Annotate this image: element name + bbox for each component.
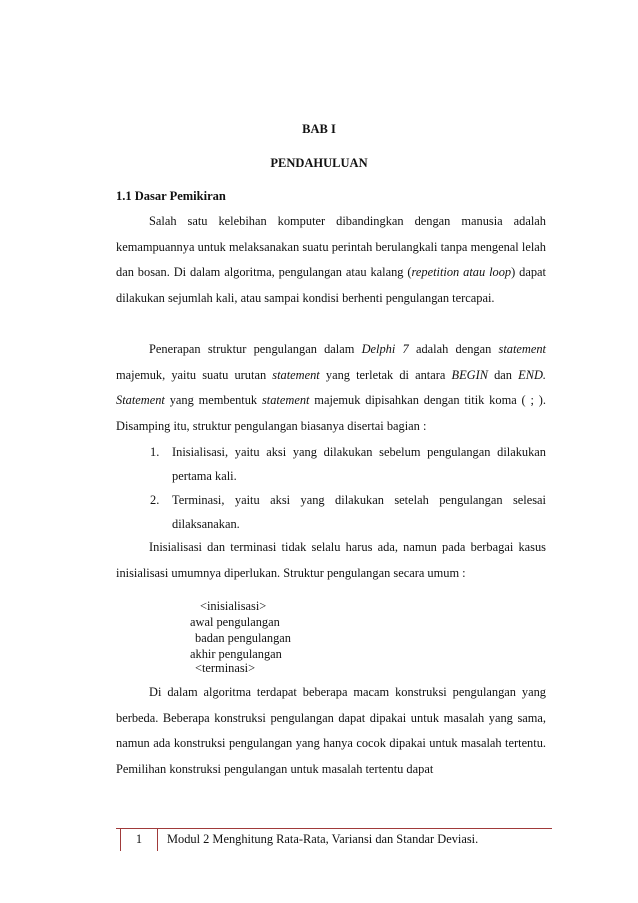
chapter-label: BAB I <box>302 122 336 136</box>
list-item-text: Inisialisasi, yaitu aksi yang dilakukan sebelum pengulangan dilakukan pertama kali. <box>172 445 546 483</box>
paragraph-1-text-a: Salah satu kelebihan komputer dibandingkan dengan manusia adalah kemampuannya untuk melaksanakan suatu perintah berulangkali tanpa mengenal lelah dan bosan. Di dalam algoritma, pengulangan atau kalang ( <box>116 214 546 280</box>
paragraph-2-text-c: majemuk, yaitu suatu urutan <box>116 367 273 382</box>
paragraph-2-text-g: majemuk dipisahkan dengan titik koma ( ; ). Disamping itu, struktur pengulangan biasanya disertai bagian : <box>116 393 546 433</box>
paragraph-2-text-f: yang membentuk <box>164 393 262 408</box>
structure-line-5: <terminasi> <box>195 661 256 675</box>
paragraph-3: Inisialisasi dan terminasi tidak selalu harus ada, namun pada berbagai kasus inisialisasi umumnya diperlukan. Struktur pengulangan secara umum : <box>116 540 546 580</box>
structure-line-1: <inisialisasi> <box>200 599 267 613</box>
paragraph-2-italic-c: statement <box>272 367 320 382</box>
list-item <box>150 488 546 536</box>
footer-title: Modul 2 Menghitung Rata-Rata, Variansi dan Standar Deviasi. <box>167 832 479 846</box>
paragraph-2-text-a: Penerapan struktur pengulangan dalam <box>149 342 362 356</box>
paragraph-2-italic-f: statement <box>261 393 310 408</box>
paragraph-2-text-e: dan <box>487 367 519 382</box>
paragraph-2-italic-b: statement <box>498 342 546 356</box>
structure-line-3: badan pengulangan <box>195 631 291 645</box>
footer-page-number: 1 <box>120 829 158 851</box>
paragraph-4: Di dalam algoritma terdapat beberapa macam konstruksi pengulangan yang berbeda. Beberapa konstruksi pengulangan dapat dipakai untuk masalah yang sama, namun ada konstruksi pengulangan yang hanya cocok dipakai untuk masalah tertentu. Pemilihan konstruksi pengulangan untuk masalah tertentu dapat <box>116 685 546 776</box>
paragraph-2-text-d: yang terletak di antara <box>319 367 452 382</box>
paragraph-2-italic-d: BEGIN <box>451 367 488 382</box>
chapter-title: PENDAHULUAN <box>270 156 368 170</box>
structure-line-4: akhir pengulangan <box>190 647 282 661</box>
definition-list <box>150 440 546 536</box>
list-item <box>150 440 546 488</box>
list-item-number: 2. <box>150 493 160 507</box>
paragraph-2-italic-e: END. Statement <box>116 367 547 408</box>
paragraph-1-italic-a: repetition atau loop <box>411 265 512 280</box>
paragraph-1-text-b: ) dapat dilakukan sejumlah kali, atau sampai kondisi berhenti pengulangan tercapai. <box>116 265 546 305</box>
paragraph-1 <box>116 209 546 311</box>
structure-line-2: awal pengulangan <box>190 615 280 629</box>
list-item-number: 1. <box>150 445 160 459</box>
paragraph-2-italic-a: Delphi 7 <box>361 342 409 356</box>
paragraph-2-text-b: adalah dengan <box>408 342 499 356</box>
list-item-text: Terminasi, yaitu aksi yang dilakukan setelah pengulangan selesai dilaksanakan. <box>172 493 546 531</box>
section-heading: 1.1 Dasar Pemikiran <box>116 189 226 203</box>
paragraph-2 <box>116 337 546 439</box>
